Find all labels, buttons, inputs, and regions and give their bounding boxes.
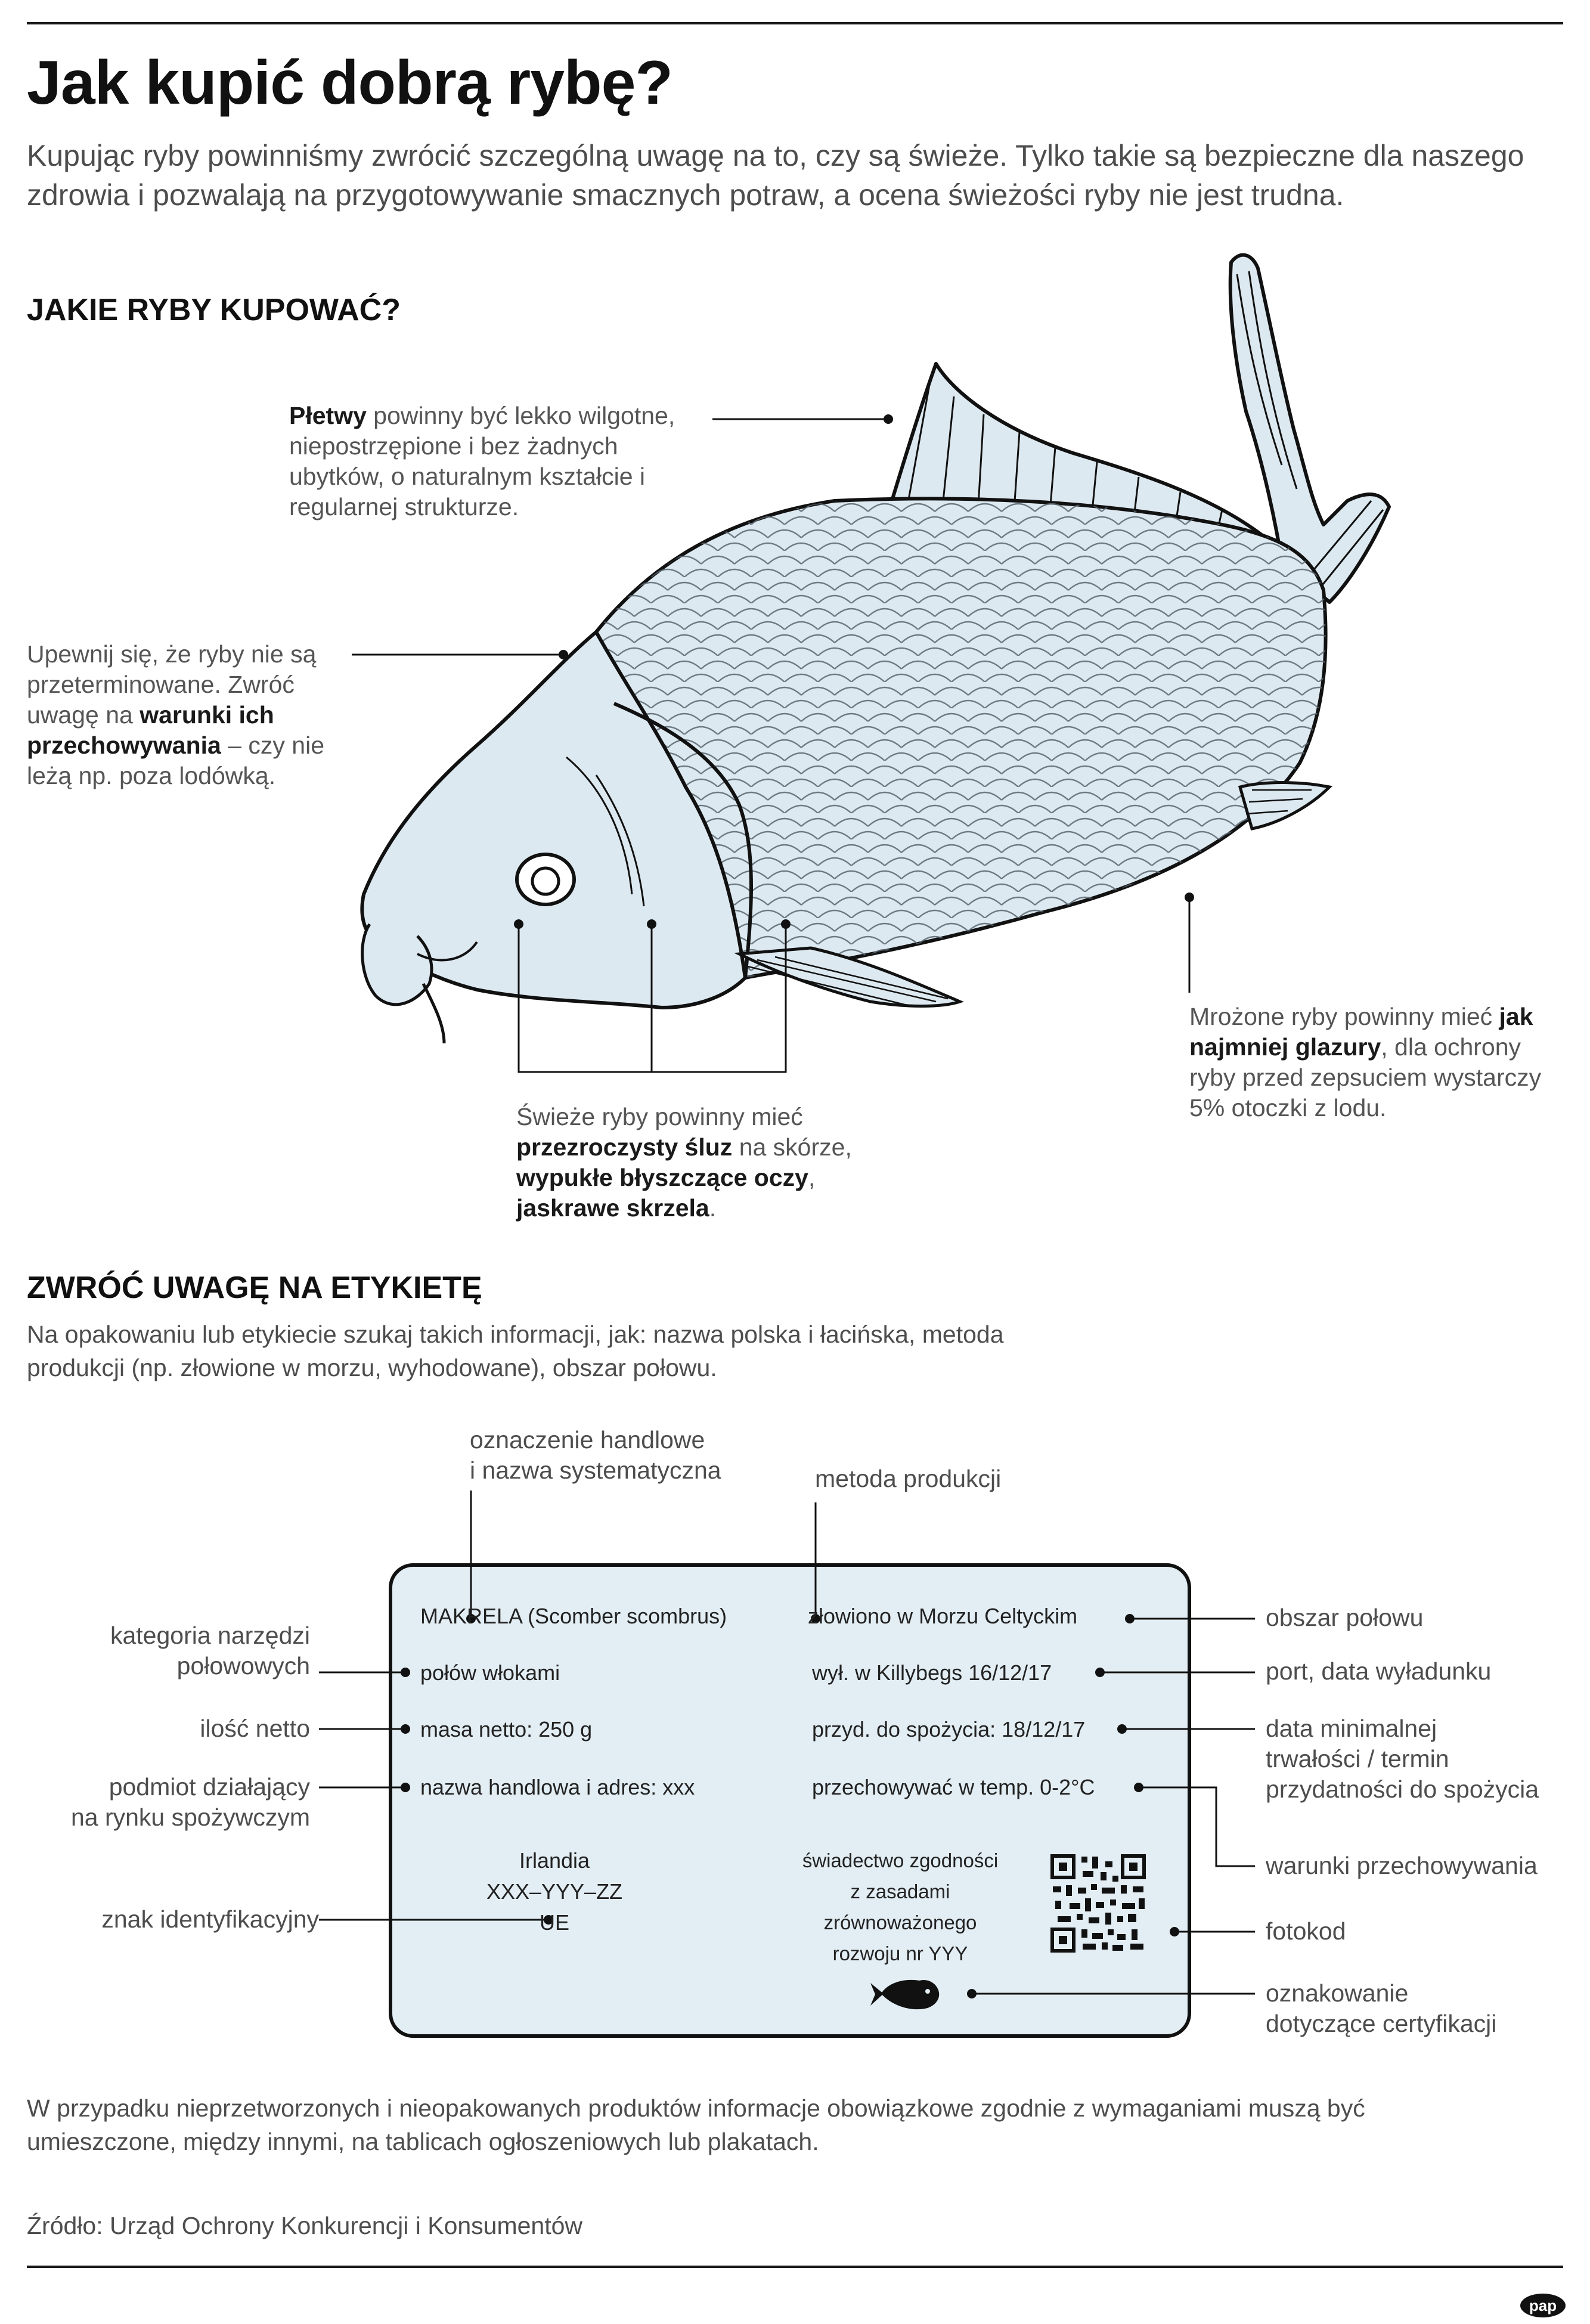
label-net-mass: masa netto: 250 g — [420, 1717, 593, 1742]
label-catch-area: złowiono w Morzu Celtyckim — [808, 1604, 1078, 1628]
label-storage: przechowywać w temp. 0-2°C — [812, 1775, 1095, 1799]
page-title: Jak kupić dobrą rybę? — [27, 48, 672, 117]
callout-food-operator: podmiot działający na rynku spożywczym — [70, 1773, 310, 1831]
fins-note: Płetwy powinny być lekko wilgotne, niepostrzępione i bez żadnych ubytków, o naturalnym kształcie i regularnej strukturze. — [289, 402, 675, 520]
callout-net-quantity: ilość netto — [200, 1715, 310, 1742]
pap-logo — [1520, 2294, 1566, 2317]
storage-note: Upewnij się, że ryby nie są przeterminowane. Zwróć uwagę na warunki ich przechowywania – czy nie leżą np. poza lodówką. — [27, 640, 325, 789]
label-best-before: przyd. do spożycia: 18/12/17 — [812, 1717, 1086, 1742]
pap-logo-text: pap — [1529, 2297, 1557, 2314]
intro-text: Kupując ryby powinniśmy zwrócić szczególną uwagę na to, czy są świeże. Tylko takie są bezpieczne dla naszego zdrowia i pozwalają na przygotowywanie smacznych potraw, a ocena świeżości ryby nie jest trudna. — [27, 139, 1524, 212]
callout-storage-conditions: warunki przechowywania — [1266, 1852, 1538, 1879]
footer-note: W przypadku nieprzetworzonych i nieopakowanych produktów informacje obowiązkowe zgodnie z wymaganiami muszą być umieszczone, między innymi, na tablicach ogłoszeniowych lub plakatach. — [27, 2094, 1365, 2155]
callout-durability-date: data minimalnej trwałości / termin przydatności do spożycia — [1266, 1715, 1539, 1803]
callout-identification-mark: znak identyfikacyjny — [101, 1905, 319, 1933]
callout-production-method: metoda produkcji — [815, 1465, 1002, 1492]
label-operator: nazwa handlowa i adres: xxx — [420, 1775, 695, 1799]
section-heading-fish: JAKIE RYBY KUPOWAĆ? — [27, 293, 401, 327]
callout-photocode: fotokod — [1266, 1917, 1346, 1945]
label-landing: wył. w Killybegs 16/12/17 — [812, 1660, 1052, 1685]
callout-port-date: port, data wyładunku — [1266, 1657, 1492, 1685]
callout-certification: oznakowanie dotyczące certyfikacji — [1266, 1979, 1497, 2037]
fresh-fish-note: Świeże ryby powinny mieć przezroczysty śluz na skórze, wypukłe błyszczące oczy, jaskrawe skrzela. — [516, 1103, 852, 1222]
callout-catch-area: obszar połowu — [1266, 1604, 1424, 1631]
section-heading-label: ZWRÓĆ UWAGĘ NA ETYKIETĘ — [27, 1271, 482, 1305]
label-product-name: MAKRELA (Scomber scombrus) — [420, 1604, 727, 1628]
label-intro: Na opakowaniu lub etykiecie szukaj takich informacji, jak: nazwa polska i łacińska, metoda produkcji (np. złowione w morzu, wyhodowane), obszar połowu. — [27, 1321, 1004, 1381]
callout-trade-name: oznaczenie handlowe i nazwa systematyczna — [470, 1426, 721, 1484]
label-id-mark: Irlandia XXX–YYY–ZZ UE — [486, 1848, 623, 1935]
callout-gear-category: kategoria narzędzi połowowych — [110, 1622, 310, 1680]
frozen-fish-note: Mrożone ryby powinny mieć jak najmniej glazury, dla ochrony ryby przed zepsuciem wystarczy 5% otoczki z lodu. — [1189, 1003, 1542, 1121]
qr-code — [1050, 1854, 1146, 1953]
label-fishing-gear: połów włokami — [420, 1660, 560, 1685]
label-certificate: świadectwo zgodności z zasadami zrównoważonego rozwoju nr YYY — [802, 1849, 999, 1964]
source-credit: Źródło: Urząd Ochrony Konkurencji i Konsumentów — [27, 2212, 583, 2239]
